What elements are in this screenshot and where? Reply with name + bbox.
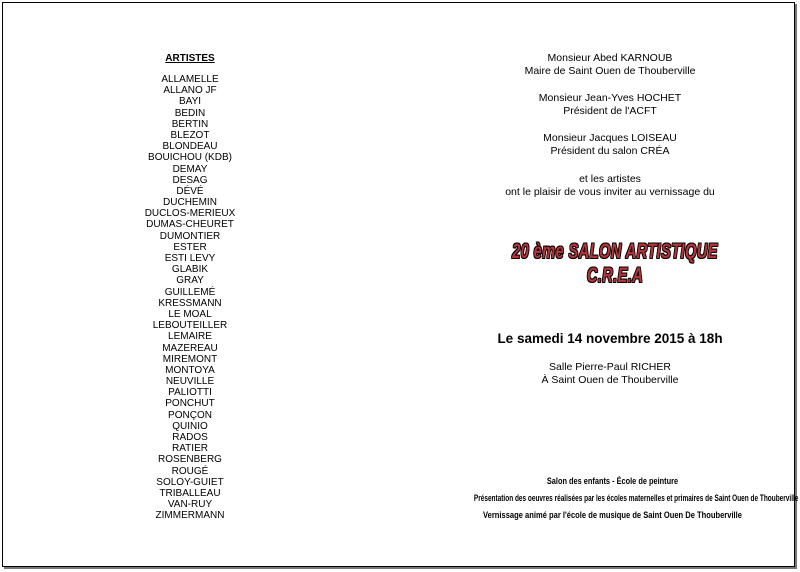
event-notes <box>420 473 800 524</box>
artist-name: KRESSMANN <box>158 297 222 309</box>
artist-name: VAN-RUY <box>167 499 213 511</box>
host-acft-president <box>420 92 800 118</box>
artists-list <box>60 74 320 522</box>
artist-name: RATIER <box>172 443 208 455</box>
artist-name: TRIBALLEAU <box>159 487 221 499</box>
artist-name: ESTER <box>173 241 207 253</box>
host-title: Maire de Saint Ouen de Thouberville <box>524 65 696 77</box>
artist-name: DEMAY <box>172 163 208 175</box>
note-line-2: Présentation des oeuvres réalisées par les écoles maternelles et primaires de Saint Ouen de Thouberville <box>473 493 799 503</box>
artist-name: LE MOAL <box>168 308 212 320</box>
artist-name: DUMAS-CHEURET <box>146 219 234 231</box>
artist-name: BOUICHOU (KDB) <box>148 152 232 164</box>
event-date: Le samedi 14 novembre 2015 à 18h <box>497 331 723 346</box>
artist-name: ESTI LEVY <box>164 253 216 264</box>
artist-name: GUILLEMÉ <box>164 286 216 298</box>
host-mayor <box>420 52 800 78</box>
note-line-3: Vernissage animé par l'école de musique de Saint Ouen De Thouberville <box>483 510 742 520</box>
invitation-text <box>420 173 800 199</box>
artist-name: DUMONTIER <box>159 230 221 242</box>
artist-name: PONÇON <box>168 409 212 421</box>
host-salon-president <box>420 132 800 158</box>
artist-name: ALLANO JF <box>163 85 217 97</box>
artist-name: NEUVILLE <box>165 376 215 388</box>
artist-name: QUINIO <box>172 420 208 432</box>
artist-name: BAYI <box>178 96 202 108</box>
artist-name: PALIOTTI <box>168 387 212 399</box>
host-name: Monsieur Abed KARNOUB <box>547 52 673 64</box>
artist-name: RADOS <box>172 432 208 443</box>
event-venue <box>420 361 800 387</box>
artist-name: ALLAMELLE <box>161 74 219 85</box>
artist-name: LEMAIRE <box>168 331 212 343</box>
artist-name: BEDIN <box>174 107 206 119</box>
artist-name: ROUGÉ <box>171 465 209 477</box>
artist-name: DÉVÉ <box>176 185 204 197</box>
host-name: Monsieur Jean-Yves HOCHET <box>538 92 682 104</box>
artists-heading: ARTISTES <box>165 53 215 64</box>
artist-name: PONCHUT <box>165 398 215 410</box>
artist-name: MONTOYA <box>165 364 215 376</box>
invite-line-1: et les artistes <box>579 173 641 185</box>
host-title: Président de l'ACFT <box>563 105 657 117</box>
artist-name: BLEZOT <box>170 129 210 141</box>
artist-name: ZIMMERMANN <box>155 510 225 522</box>
event-title: 20 ème SALON ARTISTIQUE C.R.E.A <box>512 240 718 287</box>
note-line-1: Salon des enfants - École de peinture <box>546 476 679 486</box>
artist-name: MAZEREAU <box>162 342 218 354</box>
artist-name: MIREMONT <box>162 353 218 365</box>
artist-name: GRAY <box>176 275 204 287</box>
artist-name: GLABIK <box>171 264 209 276</box>
venue-line-2: À Saint Ouen de Thouberville <box>541 374 679 386</box>
artists-panel <box>60 53 320 522</box>
host-name: Monsieur Jacques LOISEAU <box>543 132 677 144</box>
artist-name: ROSENBERG <box>158 454 222 466</box>
host-title: Président du salon CRÉA <box>550 145 670 157</box>
artist-name: DUCHEMIN <box>163 197 217 209</box>
invite-line-2: ont le plaisir de vous inviter au vernissage du <box>505 186 715 198</box>
artist-name: BLONDEAU <box>162 141 218 153</box>
artist-name: SOLOY-GUIET <box>156 476 224 488</box>
venue-line-1: Salle Pierre-Paul RICHER <box>549 361 671 373</box>
artist-name: BERTIN <box>171 118 209 130</box>
artist-name: DUCLOS-MERIEUX <box>144 208 236 220</box>
artist-name: DESAG <box>172 174 208 186</box>
artist-name: LEBOUTEILLER <box>152 320 228 332</box>
event-title-banner <box>430 240 800 288</box>
